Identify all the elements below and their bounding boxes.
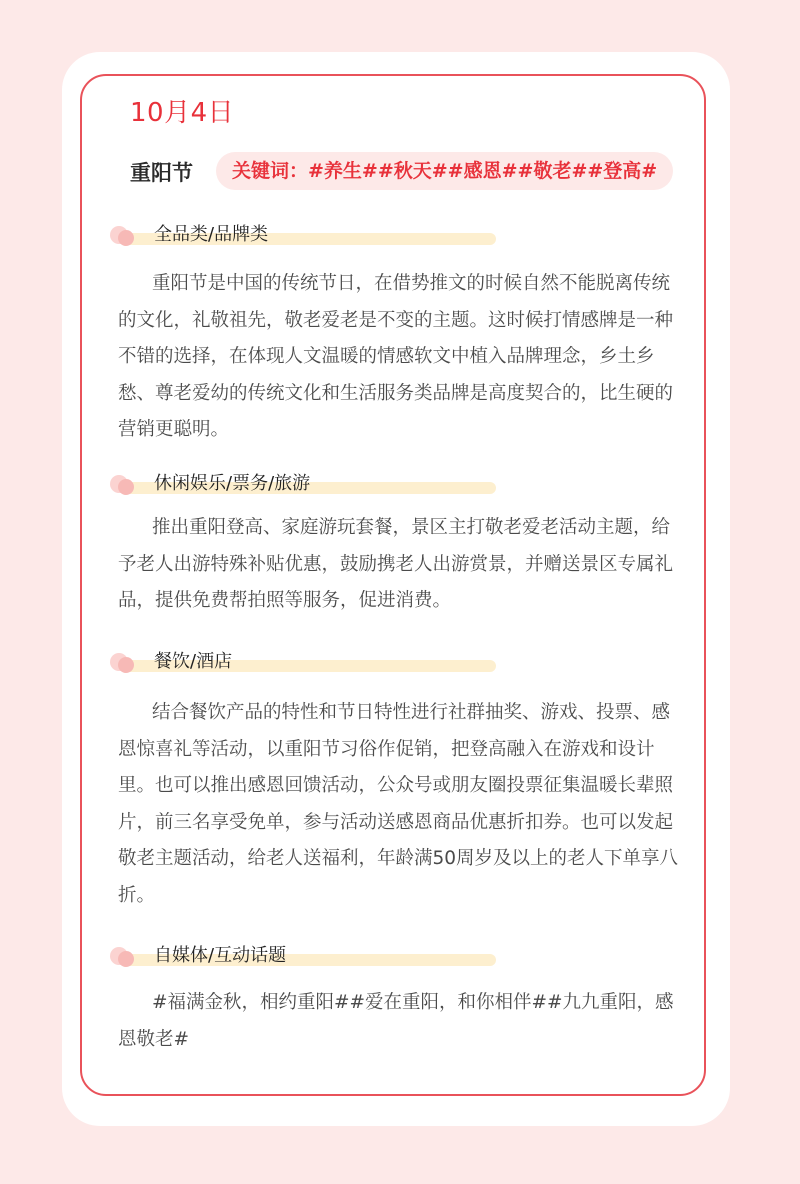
section-title: 全品类/品牌类 [154, 224, 269, 245]
date-label: 10月4日 [130, 98, 235, 128]
section-title: 休闲娱乐/票务/旅游 [154, 473, 311, 494]
section-header-dining [106, 645, 496, 679]
section-header-media [106, 939, 496, 973]
festival-title: 重阳节 [130, 161, 193, 185]
section-header-brand [106, 218, 496, 252]
keywords-badge: 关键词：#养生##秋天##感恩##敬老##登高# [216, 152, 673, 190]
section-body-media: #福满金秋，相约重阳##爱在重阳，和你相伴##九九重阳，感恩敬老# [118, 992, 674, 1050]
section-body-brand: 重阳节是中国的传统节日，在借势推文的时候自然不能脱离传统的文化，礼敬祖先，敬老爱老是不变的主题。这时候打情感牌是一种不错的选择，在体现人文温暖的情感软文中植入品牌理念，乡土乡愁、尊老爱幼的传统文化和生活服务类品牌是高度契合的，比生硬的营销更聪明。 [118, 273, 674, 440]
decorative-dot-icon [118, 230, 134, 246]
decorative-dot-icon [118, 657, 134, 673]
section-body-dining: 结合餐饮产品的特性和节日特性进行社群抽奖、游戏、投票、感恩惊喜礼等活动，以重阳节习俗作促销，把登高融入在游戏和设计里。也可以推出感恩回馈活动，公众号或朋友圈投票征集温暖长辈照片，前三名享受免单，参与活动送感恩商品优惠折扣券。也可以发起敬老主题活动，给老人送福利，年龄满50周岁及以上的老人下单享八折。 [118, 702, 679, 906]
section-header-leisure [106, 467, 496, 501]
section-title: 餐饮/酒店 [154, 651, 233, 672]
decorative-dot-icon [118, 951, 134, 967]
section-title: 自媒体/互动话题 [154, 945, 287, 966]
section-body-leisure: 推出重阳登高、家庭游玩套餐，景区主打敬老爱老活动主题，给予老人出游特殊补贴优惠，鼓励携老人出游赏景，并赠送景区专属礼品，提供免费帮拍照等服务，促进消费。 [118, 517, 674, 611]
decorative-dot-icon [118, 479, 134, 495]
